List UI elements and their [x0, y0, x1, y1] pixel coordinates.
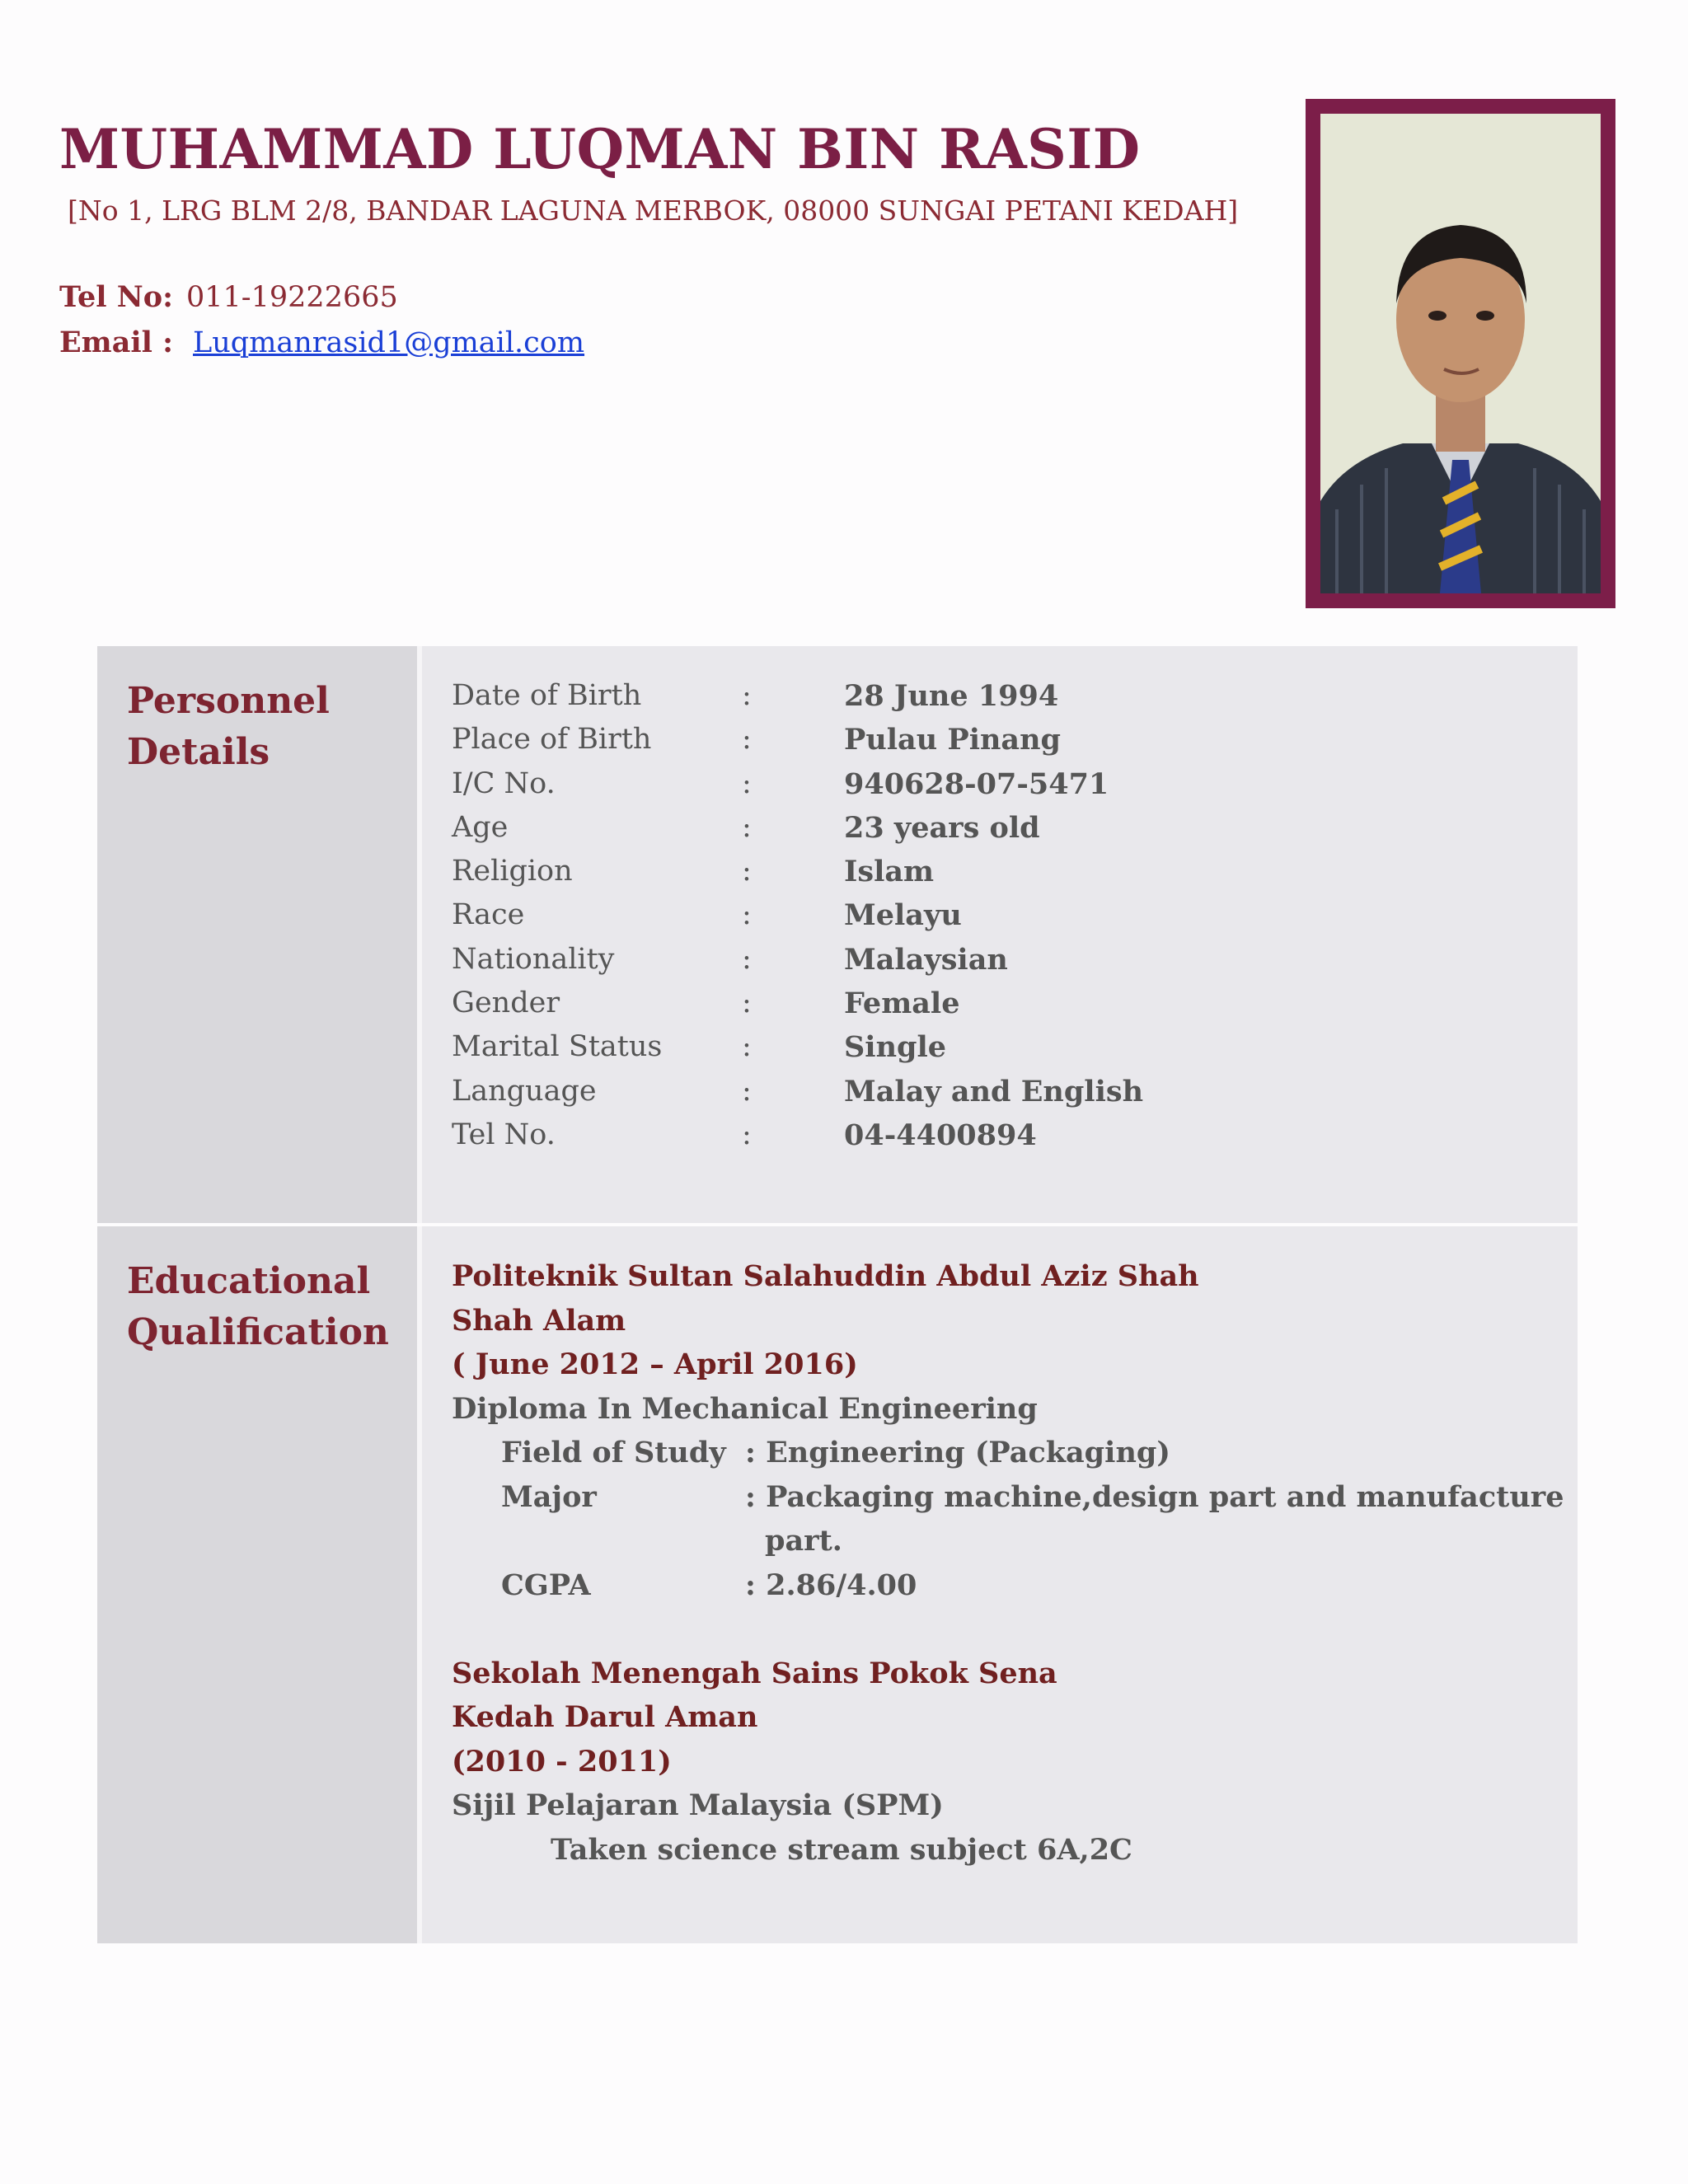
address: [No 1, LRG BLM 2/8, BANDAR LAGUNA MERBOK, 08000 SUNGAI PETANI KEDAH]	[68, 194, 1239, 227]
detail-row: I/C No. : 940628-07-5471	[452, 766, 1109, 801]
education-list	[422, 1226, 1578, 1943]
detail-row: Tel No. : 04-4400894	[452, 1118, 1037, 1152]
detail-row: Religion : Islam	[452, 855, 935, 889]
major-row: Major : Packaging machine,design part and manufacture	[501, 1479, 1564, 1514]
contact-phone	[59, 280, 398, 314]
resume-name: MUHAMMAD LUQMAN BIN RASID	[59, 117, 1141, 181]
profile-photo	[1320, 114, 1601, 593]
detail-row: Marital Status : Single	[452, 1030, 947, 1065]
institution-name: Politeknik Sultan Salahuddin Abdul Aziz Shah	[452, 1259, 1199, 1293]
email-link[interactable]: Luqmanrasid1@gmail.com	[193, 326, 585, 359]
detail-row: Place of Birth : Pulau Pinang	[452, 723, 1062, 757]
qualification-note: Taken science stream subject 6A,2C	[551, 1832, 1132, 1867]
detail-row: Age : 23 years old	[452, 810, 1040, 845]
education-sidebar	[97, 1226, 422, 1943]
major-row-continued: part.	[765, 1524, 842, 1558]
profile-photo-frame	[1306, 99, 1615, 608]
qualification: Diploma In Mechanical Engineering	[452, 1391, 1038, 1426]
contact-email	[59, 326, 584, 359]
personal-details-sidebar	[97, 646, 422, 1223]
section-heading: Personnel Details	[127, 680, 330, 773]
detail-row: Date of Birth : 28 June 1994	[452, 679, 1059, 713]
portrait-illustration	[1320, 114, 1601, 593]
study-period: (2010 - 2011)	[452, 1744, 672, 1779]
study-period: ( June 2012 – April 2016)	[452, 1347, 858, 1381]
phone-value: 011-19222665	[186, 281, 398, 314]
phone-label: Tel No:	[59, 280, 174, 314]
detail-row: Language : Malay and English	[452, 1074, 1144, 1108]
institution-location: Kedah Darul Aman	[452, 1700, 758, 1734]
detail-row: Race : Melayu	[452, 898, 962, 933]
section-heading: Educational Qualification	[127, 1260, 389, 1353]
detail-row: Nationality : Malaysian	[452, 942, 1008, 977]
personal-details-section	[97, 646, 1578, 1223]
institution-location: Shah Alam	[452, 1303, 626, 1338]
email-label: Email :	[59, 326, 174, 359]
detail-row: Gender : Female	[452, 987, 960, 1021]
institution-name: Sekolah Menengah Sains Pokok Sena	[452, 1656, 1057, 1690]
education-section	[97, 1226, 1578, 1943]
field-of-study-row: Field of Study : Engineering (Packaging)	[501, 1436, 1170, 1469]
qualification: Sijil Pelajaran Malaysia (SPM)	[452, 1788, 944, 1822]
personal-details-list	[422, 646, 1578, 1223]
cgpa-row: CGPA : 2.86/4.00	[501, 1568, 917, 1602]
